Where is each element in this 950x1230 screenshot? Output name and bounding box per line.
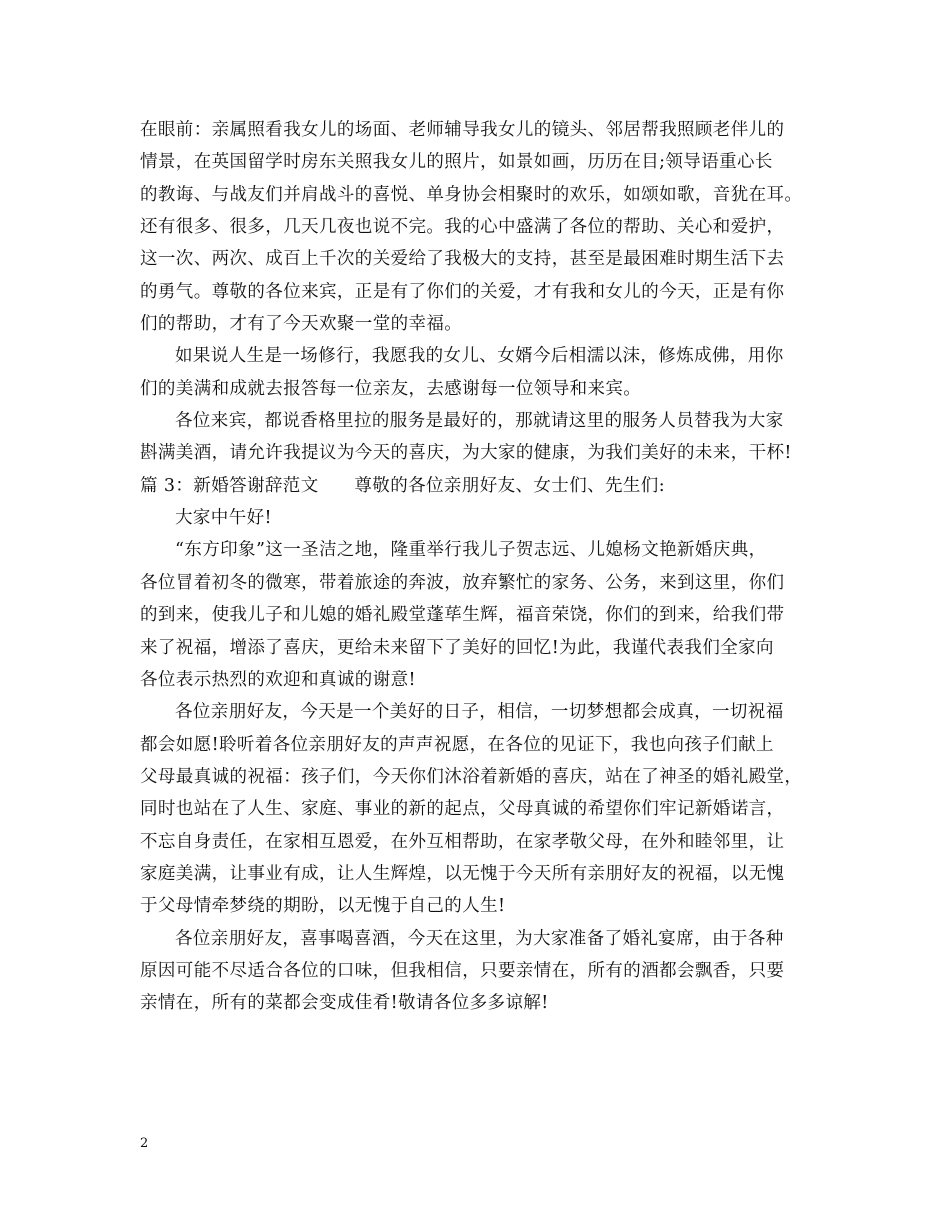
text-line: 的教诲、与战友们并肩战斗的喜悦、单身协会相聚时的欢乐，如颂如歌，音犹在耳。 <box>140 184 803 205</box>
text-line: 不忘自身责任，在家相互恩爱，在外互相帮助，在家孝敬父母，在外和睦邻里，让 <box>140 831 785 852</box>
text-line: 原因可能不尽适合各位的口味，但我相信，只要亲情在，所有的酒都会飘香，只要 <box>140 960 785 981</box>
text-line: 同时也站在了人生、家庭、事业的新的起点，父母真诚的希望你们牢记新婚诺言， <box>140 799 785 820</box>
text-line: 于父母情牵梦绕的期盼，以无愧于自己的人生! <box>140 896 506 917</box>
text-line: 情景，在英国留学时房东关照我女儿的照片，如景如画，历历在目;领导语重心长 <box>140 152 773 173</box>
text-line: 家庭美满，让事业有成，让人生辉煌，以无愧于今天所有亲朋好友的祝福，以无愧 <box>140 863 785 884</box>
text-line: 各位表示热烈的欢迎和真诚的谢意! <box>140 669 416 690</box>
text-line: 在眼前：亲属照看我女儿的场面、老师辅导我女儿的镜头、邻居帮我照顾老伴儿的 <box>140 120 785 140</box>
text-line: 来了祝福，增添了喜庆，更给未来留下了美好的回忆!为此，我谨代表我们全家向 <box>140 637 774 658</box>
text-line: 斟满美酒，请允许我提议为今天的喜庆，为大家的健康，为我们美好的未来，干杯! <box>140 443 792 464</box>
text-line: 们的美满和成就去报答每一位亲友，去感谢每一位领导和来宾。 <box>140 378 642 399</box>
text-line: 各位亲朋好友，今天是一个美好的日子，相信，一切梦想都会成真，一切祝福 <box>175 702 784 723</box>
section-heading-line: 篇 3：新婚答谢辞范文 尊敬的各位亲朋好友、女士们、先生们: <box>140 475 665 496</box>
text-line: 这一次、两次、成百上千次的关爱给了我极大的支持，甚至是最困难时期生活下去 <box>140 249 785 270</box>
text-line: 如果说人生是一场修行，我愿我的女儿、女婿今后相濡以沫，修炼成佛，用你 <box>175 346 784 367</box>
page-number: 2 <box>140 1136 149 1151</box>
text-line: 亲情在，所有的菜都会变成佳肴!敬请各位多多谅解! <box>140 993 549 1014</box>
text-line: 各位冒着初冬的微寒，带着旅途的奔波，放弃繁忙的家务、公务，来到这里，你们 <box>140 572 785 593</box>
text-line: 们的帮助，才有了今天欢聚一堂的幸福。 <box>140 314 463 335</box>
text-line: 的勇气。尊敬的各位来宾，正是有了你们的关爱，才有我和女儿的今天，正是有你 <box>140 281 785 302</box>
text-line: “东方印象”这一圣洁之地，隆重举行我儿子贺志远、儿媳杨文艳新婚庆典， <box>175 540 767 561</box>
body-text <box>140 114 830 1020</box>
text-line: 都会如愿!聆听着各位亲朋好友的声声祝愿，在各位的见证下，我也向孩子们献上 <box>140 734 774 755</box>
text-line: 还有很多、很多，几天几夜也说不完。我的心中盛满了各位的帮助、关心和爱护， <box>140 217 785 238</box>
text-line: 各位亲朋好友，喜事喝喜酒，今天在这里，为大家准备了婚礼宴席，由于各种 <box>175 928 784 949</box>
text-line: 的到来，使我儿子和儿媳的婚礼殿堂蓬荜生辉，福音荣饶，你们的到来，给我们带 <box>140 605 785 626</box>
text-line: 大家中午好! <box>175 508 272 529</box>
text-line: 父母最真诚的祝福：孩子们，今天你们沐浴着新婚的喜庆，站在了神圣的婚礼殿堂， <box>140 766 803 787</box>
text-line: 各位来宾，都说香格里拉的服务是最好的，那就请这里的服务人员替我为大家 <box>175 411 784 432</box>
